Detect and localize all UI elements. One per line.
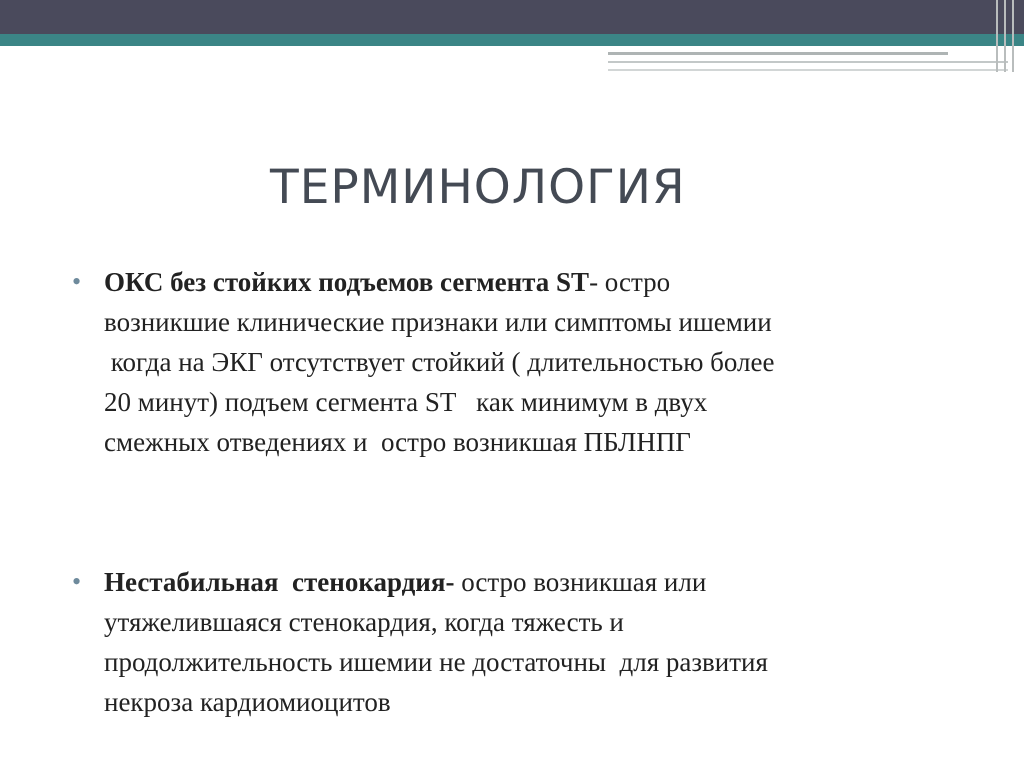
bullet-line: когда на ЭКГ отсутствует стойкий ( длительностью более [104,347,775,377]
decorative-line [1004,0,1006,72]
bullet-line: продолжительность ишемии не достаточны для развития [104,647,768,677]
bullet-icon: • [72,567,82,596]
bullet-line: 20 минут) подъем сегмента ST как минимум в двух [104,387,708,417]
bullet-line: - остро [589,267,671,297]
bullet-item [72,562,972,722]
bullet-item [72,262,972,462]
decorative-line [608,61,1008,63]
bullet-text [104,262,972,462]
bullet-text [104,562,972,722]
bullet-icon: • [72,267,82,296]
decorative-line [1012,0,1014,72]
bullet-line: остро возникшая или [454,567,707,597]
bullet-term: Нестабильная стенокардия- [104,567,455,597]
decorative-line [996,0,998,72]
bullet-term: ОКС без стойких подъемов сегмента ST [104,267,590,297]
bullet-line: утяжелившаяся стенокардия, когда тяжесть и [104,607,624,637]
bullet-line: возникшие клинические признаки или симптомы ишемии [104,307,772,337]
decorative-line [608,69,1008,71]
slide-title: ТЕРМИНОЛОГИЯ [270,160,686,215]
bullet-line: некроза кардиомиоцитов [104,687,391,717]
top-teal-bar [0,34,1024,46]
bullet-line: смежных отведениях и остро возникшая ПБЛНПГ [104,427,691,457]
top-dark-bar [0,0,1024,34]
decorative-line [608,52,948,55]
